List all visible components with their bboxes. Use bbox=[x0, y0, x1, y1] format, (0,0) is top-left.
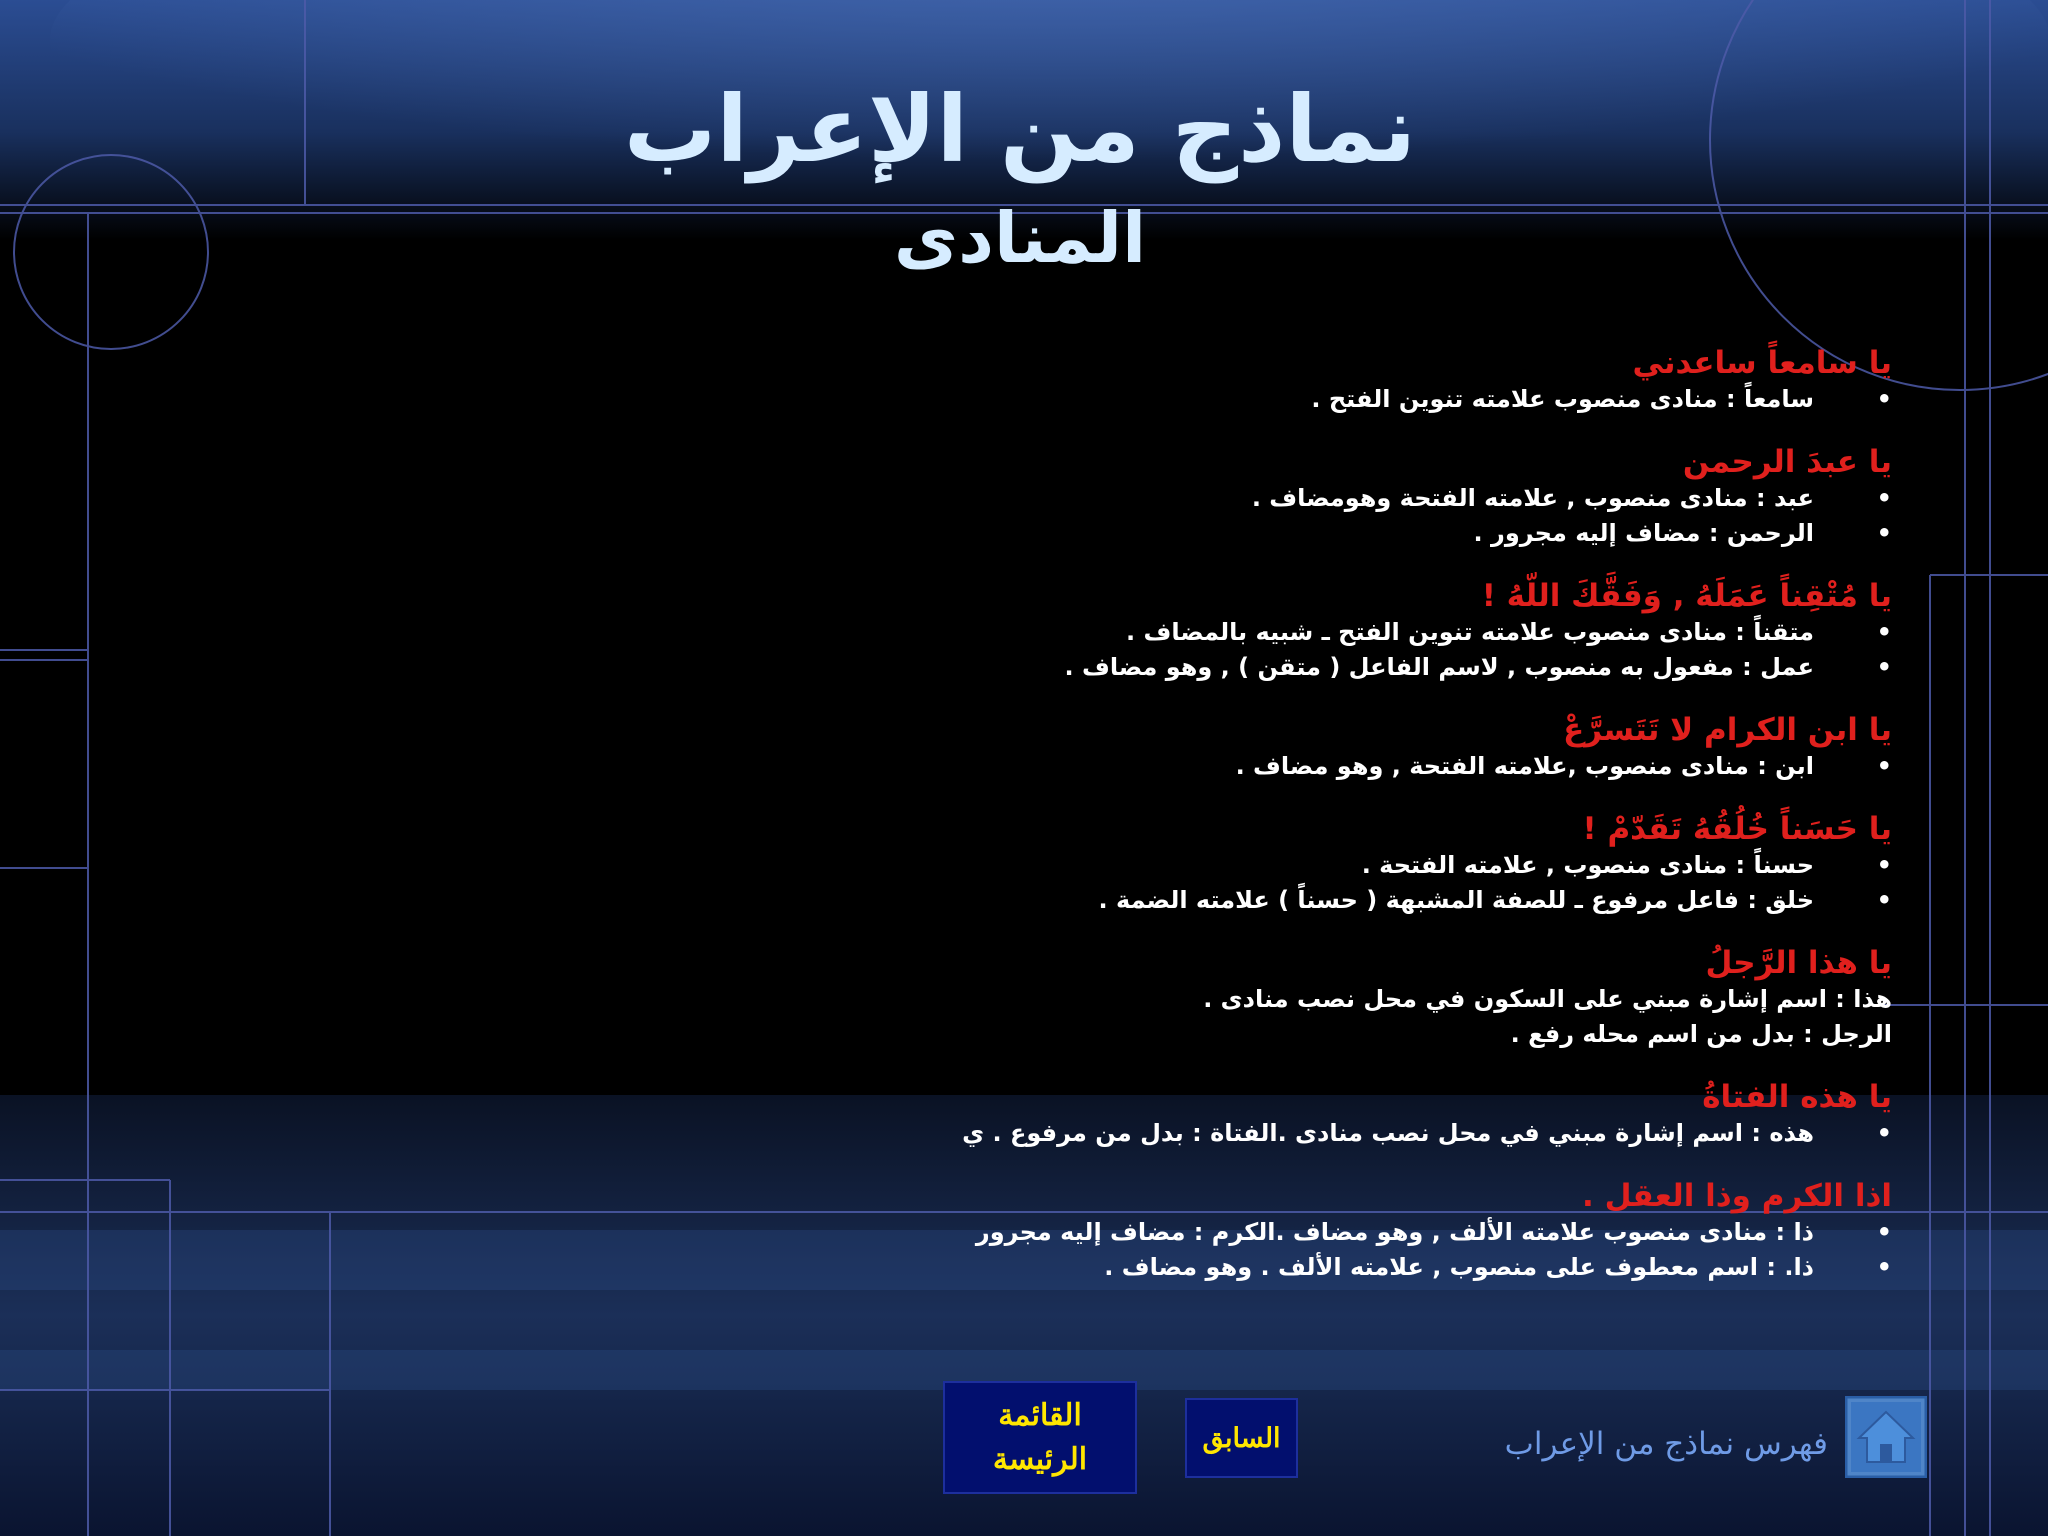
example-block bbox=[700, 810, 1892, 918]
index-link[interactable]: فهرس نماذج من الإعراب bbox=[1504, 1426, 1828, 1462]
example-block bbox=[700, 1177, 1892, 1285]
example-heading: يا هذا الرَّجلُ bbox=[1705, 945, 1892, 981]
example-line bbox=[700, 481, 1892, 516]
main-menu-label: القائمة الرئيسة bbox=[992, 1397, 1088, 1477]
previous-label: السابق bbox=[1202, 1422, 1281, 1454]
example-line bbox=[700, 615, 1892, 650]
example-line bbox=[700, 382, 1892, 417]
example-line-text: حسناً : منادى منصوب , علامته الفتحة . bbox=[1361, 851, 1814, 879]
example-line-text: الرحمن : مضاف إليه مجرور . bbox=[1473, 519, 1814, 547]
main-menu-button[interactable] bbox=[943, 1381, 1137, 1494]
slide-subtitle: المنادى bbox=[893, 197, 1147, 279]
example-line-text: هذا : اسم إشارة مبني على السكون في محل نصب منادى . bbox=[1203, 985, 1892, 1013]
example-block bbox=[700, 577, 1892, 685]
example-line-text: متقناً : منادى منصوب علامته تنوين الفتح ـ شبيه بالمضاف . bbox=[1126, 618, 1814, 646]
bullet-icon: • bbox=[1876, 851, 1892, 879]
previous-button[interactable] bbox=[1185, 1398, 1298, 1478]
example-heading: اذا الكرم وذا العقل . bbox=[1582, 1178, 1892, 1214]
example-line bbox=[700, 1215, 1892, 1250]
bullet-icon: • bbox=[1876, 1218, 1892, 1246]
example-line-text: ابن : منادى منصوب ,علامته الفتحة , وهو مضاف . bbox=[1235, 752, 1814, 780]
example-line bbox=[700, 1017, 1892, 1052]
example-block bbox=[700, 711, 1892, 784]
example-line bbox=[700, 1250, 1892, 1285]
bullet-icon: • bbox=[1876, 519, 1892, 547]
bullet-icon: • bbox=[1876, 385, 1892, 413]
example-line-text: خلق : فاعل مرفوع ـ للصفة المشبهة ( حسناً ) علامته الضمة . bbox=[1098, 886, 1814, 914]
example-heading: يا هذه الفتاةُ bbox=[1702, 1079, 1892, 1115]
example-heading: يا حَسَناً خُلُقُهُ تَقَدّمْ ! bbox=[1582, 811, 1892, 847]
example-line-text: سامعاً : منادى منصوب علامته تنوين الفتح . bbox=[1311, 385, 1814, 413]
bullet-icon: • bbox=[1876, 1253, 1892, 1281]
example-line-text: عمل : مفعول به منصوب , لاسم الفاعل ( متقن ) , وهو مضاف . bbox=[1064, 653, 1814, 681]
example-line-text: هذه : اسم إشارة مبني في محل نصب منادى .الفتاة : بدل من مرفوع . ي bbox=[962, 1119, 1814, 1147]
example-block bbox=[700, 944, 1892, 1052]
content-list bbox=[700, 344, 1892, 1311]
example-line bbox=[700, 982, 1892, 1017]
example-heading: يا عبدَ الرحمن bbox=[1682, 444, 1892, 480]
example-line bbox=[700, 749, 1892, 784]
slide-title: نماذج من الإعراب bbox=[623, 76, 1417, 183]
example-block bbox=[700, 1078, 1892, 1151]
example-heading: يا سامعاً ساعدني bbox=[1632, 345, 1892, 381]
bullet-icon: • bbox=[1876, 752, 1892, 780]
example-block bbox=[700, 443, 1892, 551]
example-heading: يا مُتْقِناً عَمَلَهُ , وَفَقَّكَ اللّهُ ! bbox=[1481, 578, 1892, 614]
bullet-icon: • bbox=[1876, 653, 1892, 681]
example-line bbox=[700, 1116, 1892, 1151]
example-heading: يا ابن الكرام لا تَتَسرَّعْ bbox=[1563, 712, 1892, 748]
bullet-icon: • bbox=[1876, 886, 1892, 914]
example-block bbox=[700, 344, 1892, 417]
example-line bbox=[700, 650, 1892, 685]
example-line bbox=[700, 883, 1892, 918]
home-icon[interactable] bbox=[1845, 1396, 1927, 1478]
example-line bbox=[700, 848, 1892, 883]
example-line-text: عبد : منادى منصوب , علامته الفتحة وهومضاف . bbox=[1251, 484, 1814, 512]
example-line-text: ذا. : اسم معطوف على منصوب , علامته الألف . وهو مضاف . bbox=[1104, 1253, 1814, 1281]
example-line-text: الرجل : بدل من اسم محله رفع . bbox=[1510, 1020, 1892, 1048]
bullet-icon: • bbox=[1876, 618, 1892, 646]
example-line bbox=[700, 516, 1892, 551]
bullet-icon: • bbox=[1876, 484, 1892, 512]
bullet-icon: • bbox=[1876, 1119, 1892, 1147]
example-line-text: ذا : منادى منصوب علامته الألف , وهو مضاف .الكرم : مضاف إليه مجرور bbox=[975, 1218, 1814, 1246]
